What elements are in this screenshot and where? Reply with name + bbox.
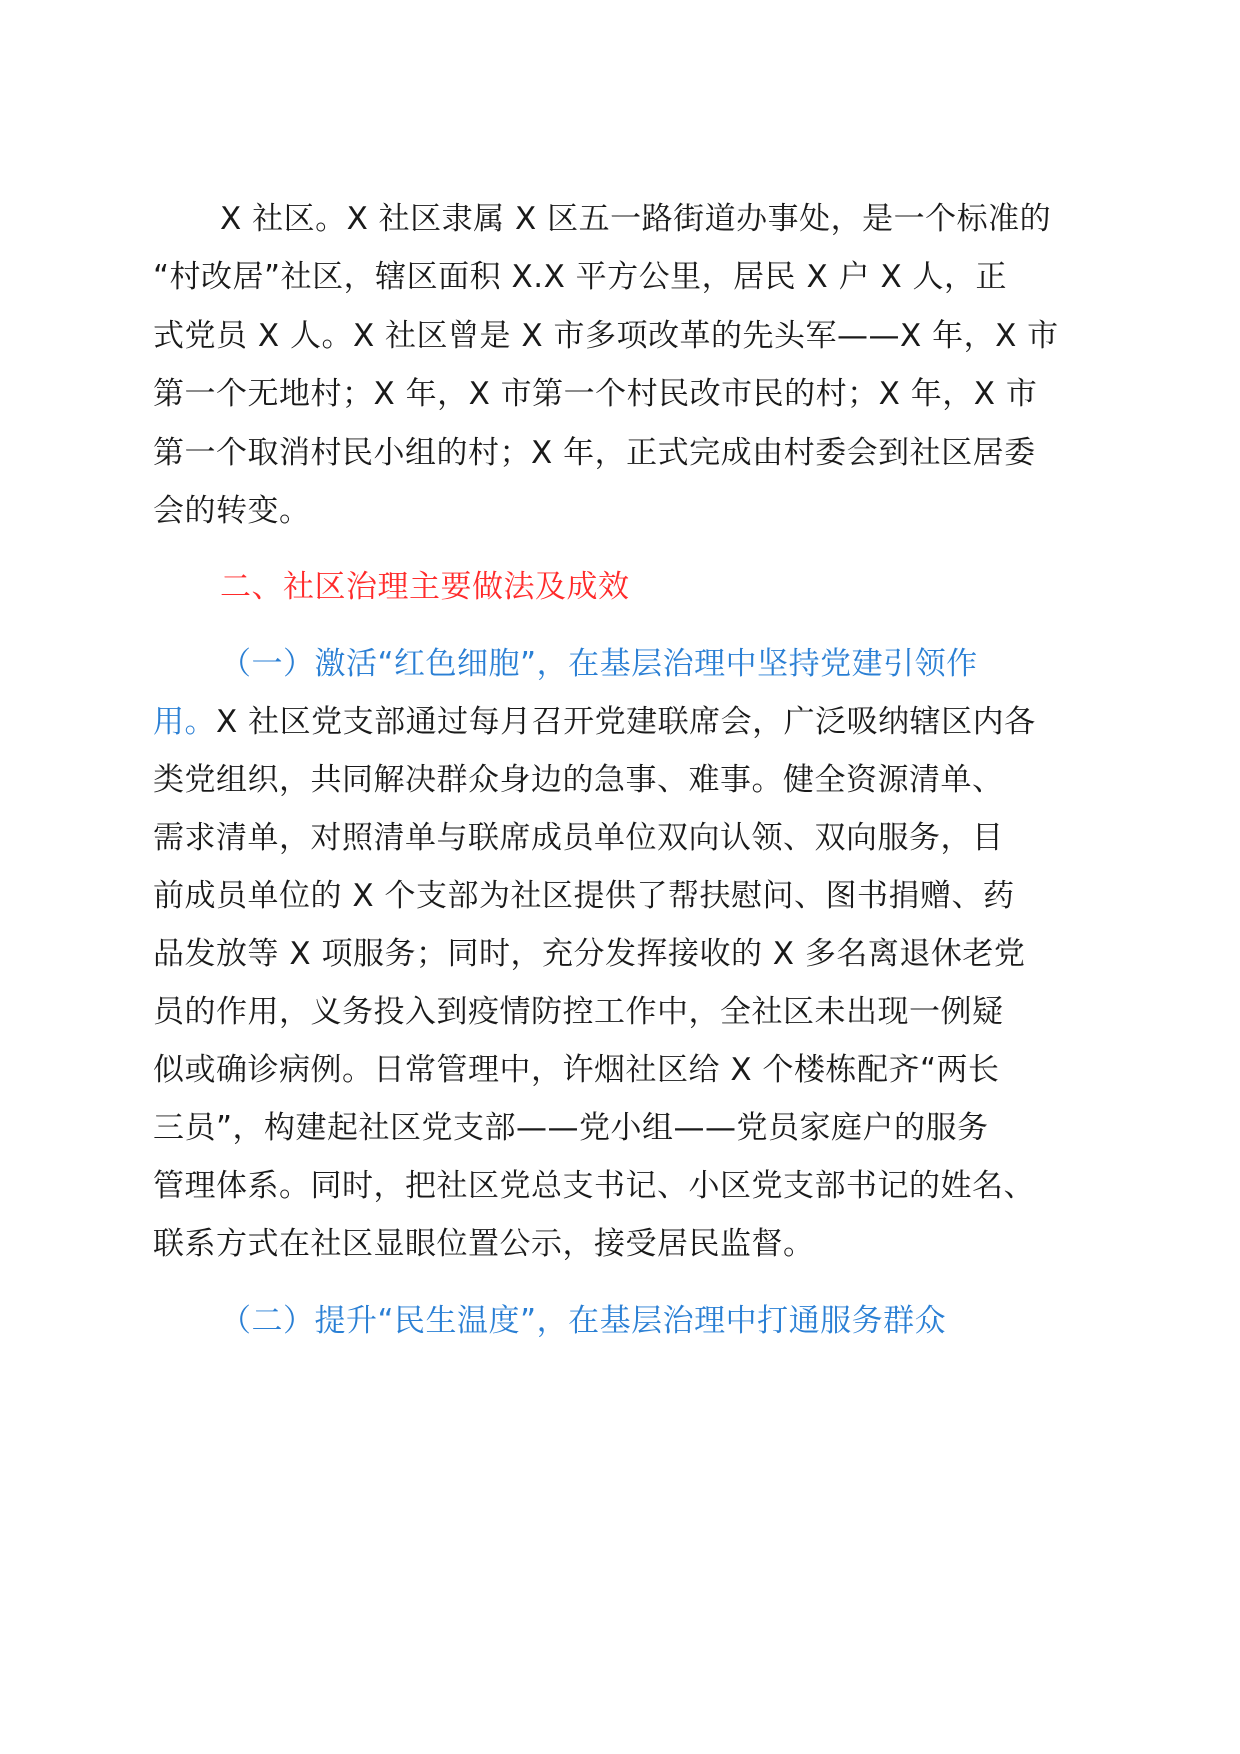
- paragraph-line: 联系方式在社区显眼位置公示，接受居民监督。: [153, 1226, 815, 1262]
- paragraph-line: 第一个取消村民小组的村；X 年，正式完成由村委会到社区居委: [153, 435, 1036, 471]
- paragraph-line: 员的作用，义务投入到疫情防控工作中，全社区未出现一例疑: [153, 994, 1004, 1030]
- paragraph-line: 需求清单，对照清单与联席成员单位双向认领、双向服务，目: [153, 820, 1004, 856]
- paragraph-line: 第一个无地村；X 年，X 市第一个村民改市民的村；X 年，X 市: [153, 376, 1038, 412]
- section-heading: 二、社区治理主要做法及成效: [220, 569, 630, 605]
- paragraph-line: 前成员单位的 X 个支部为社区提供了帮扶慰问、图书捐赠、药: [153, 878, 1015, 914]
- paragraph-line: 品发放等 X 项服务；同时，充分发挥接收的 X 多名离退休老党: [153, 936, 1026, 972]
- subsection-heading: （一）激活“红色细胞”，在基层治理中坚持党建引领作: [220, 646, 978, 682]
- paragraph-line: 似或确诊病例。日常管理中，许烟社区给 X 个楼栋配齐“两长: [153, 1052, 1000, 1088]
- paragraph-line: 会的转变。: [153, 493, 311, 529]
- paragraph-line: 类党组织，共同解决群众身边的急事、难事。健全资源清单、: [153, 762, 1004, 798]
- paragraph-line: 三员”，构建起社区党支部——党小组——党员家庭户的服务: [153, 1110, 989, 1146]
- paragraph-text: X 社区党支部通过每月召开党建联席会，广泛吸纳辖区内各: [216, 704, 1036, 740]
- paragraph-line: X 社区。X 社区隶属 X 区五一路街道办事处，是一个标准的: [220, 201, 1052, 237]
- paragraph-line: 管理体系。同时，把社区党总支书记、小区党支部书记的姓名、: [153, 1168, 1035, 1204]
- paragraph-line: “村改居”社区，辖区面积 X.X 平方公里，居民 X 户 X 人，正: [153, 259, 1008, 295]
- paragraph-line: 式党员 X 人。X 社区曾是 X 市多项改革的先头军——X 年，X 市: [153, 318, 1059, 354]
- subsection-heading: （二）提升“民生温度”，在基层治理中打通服务群众: [220, 1303, 947, 1339]
- paragraph-line: [153, 702, 1036, 742]
- subsection-heading-tail: 用。: [153, 704, 216, 740]
